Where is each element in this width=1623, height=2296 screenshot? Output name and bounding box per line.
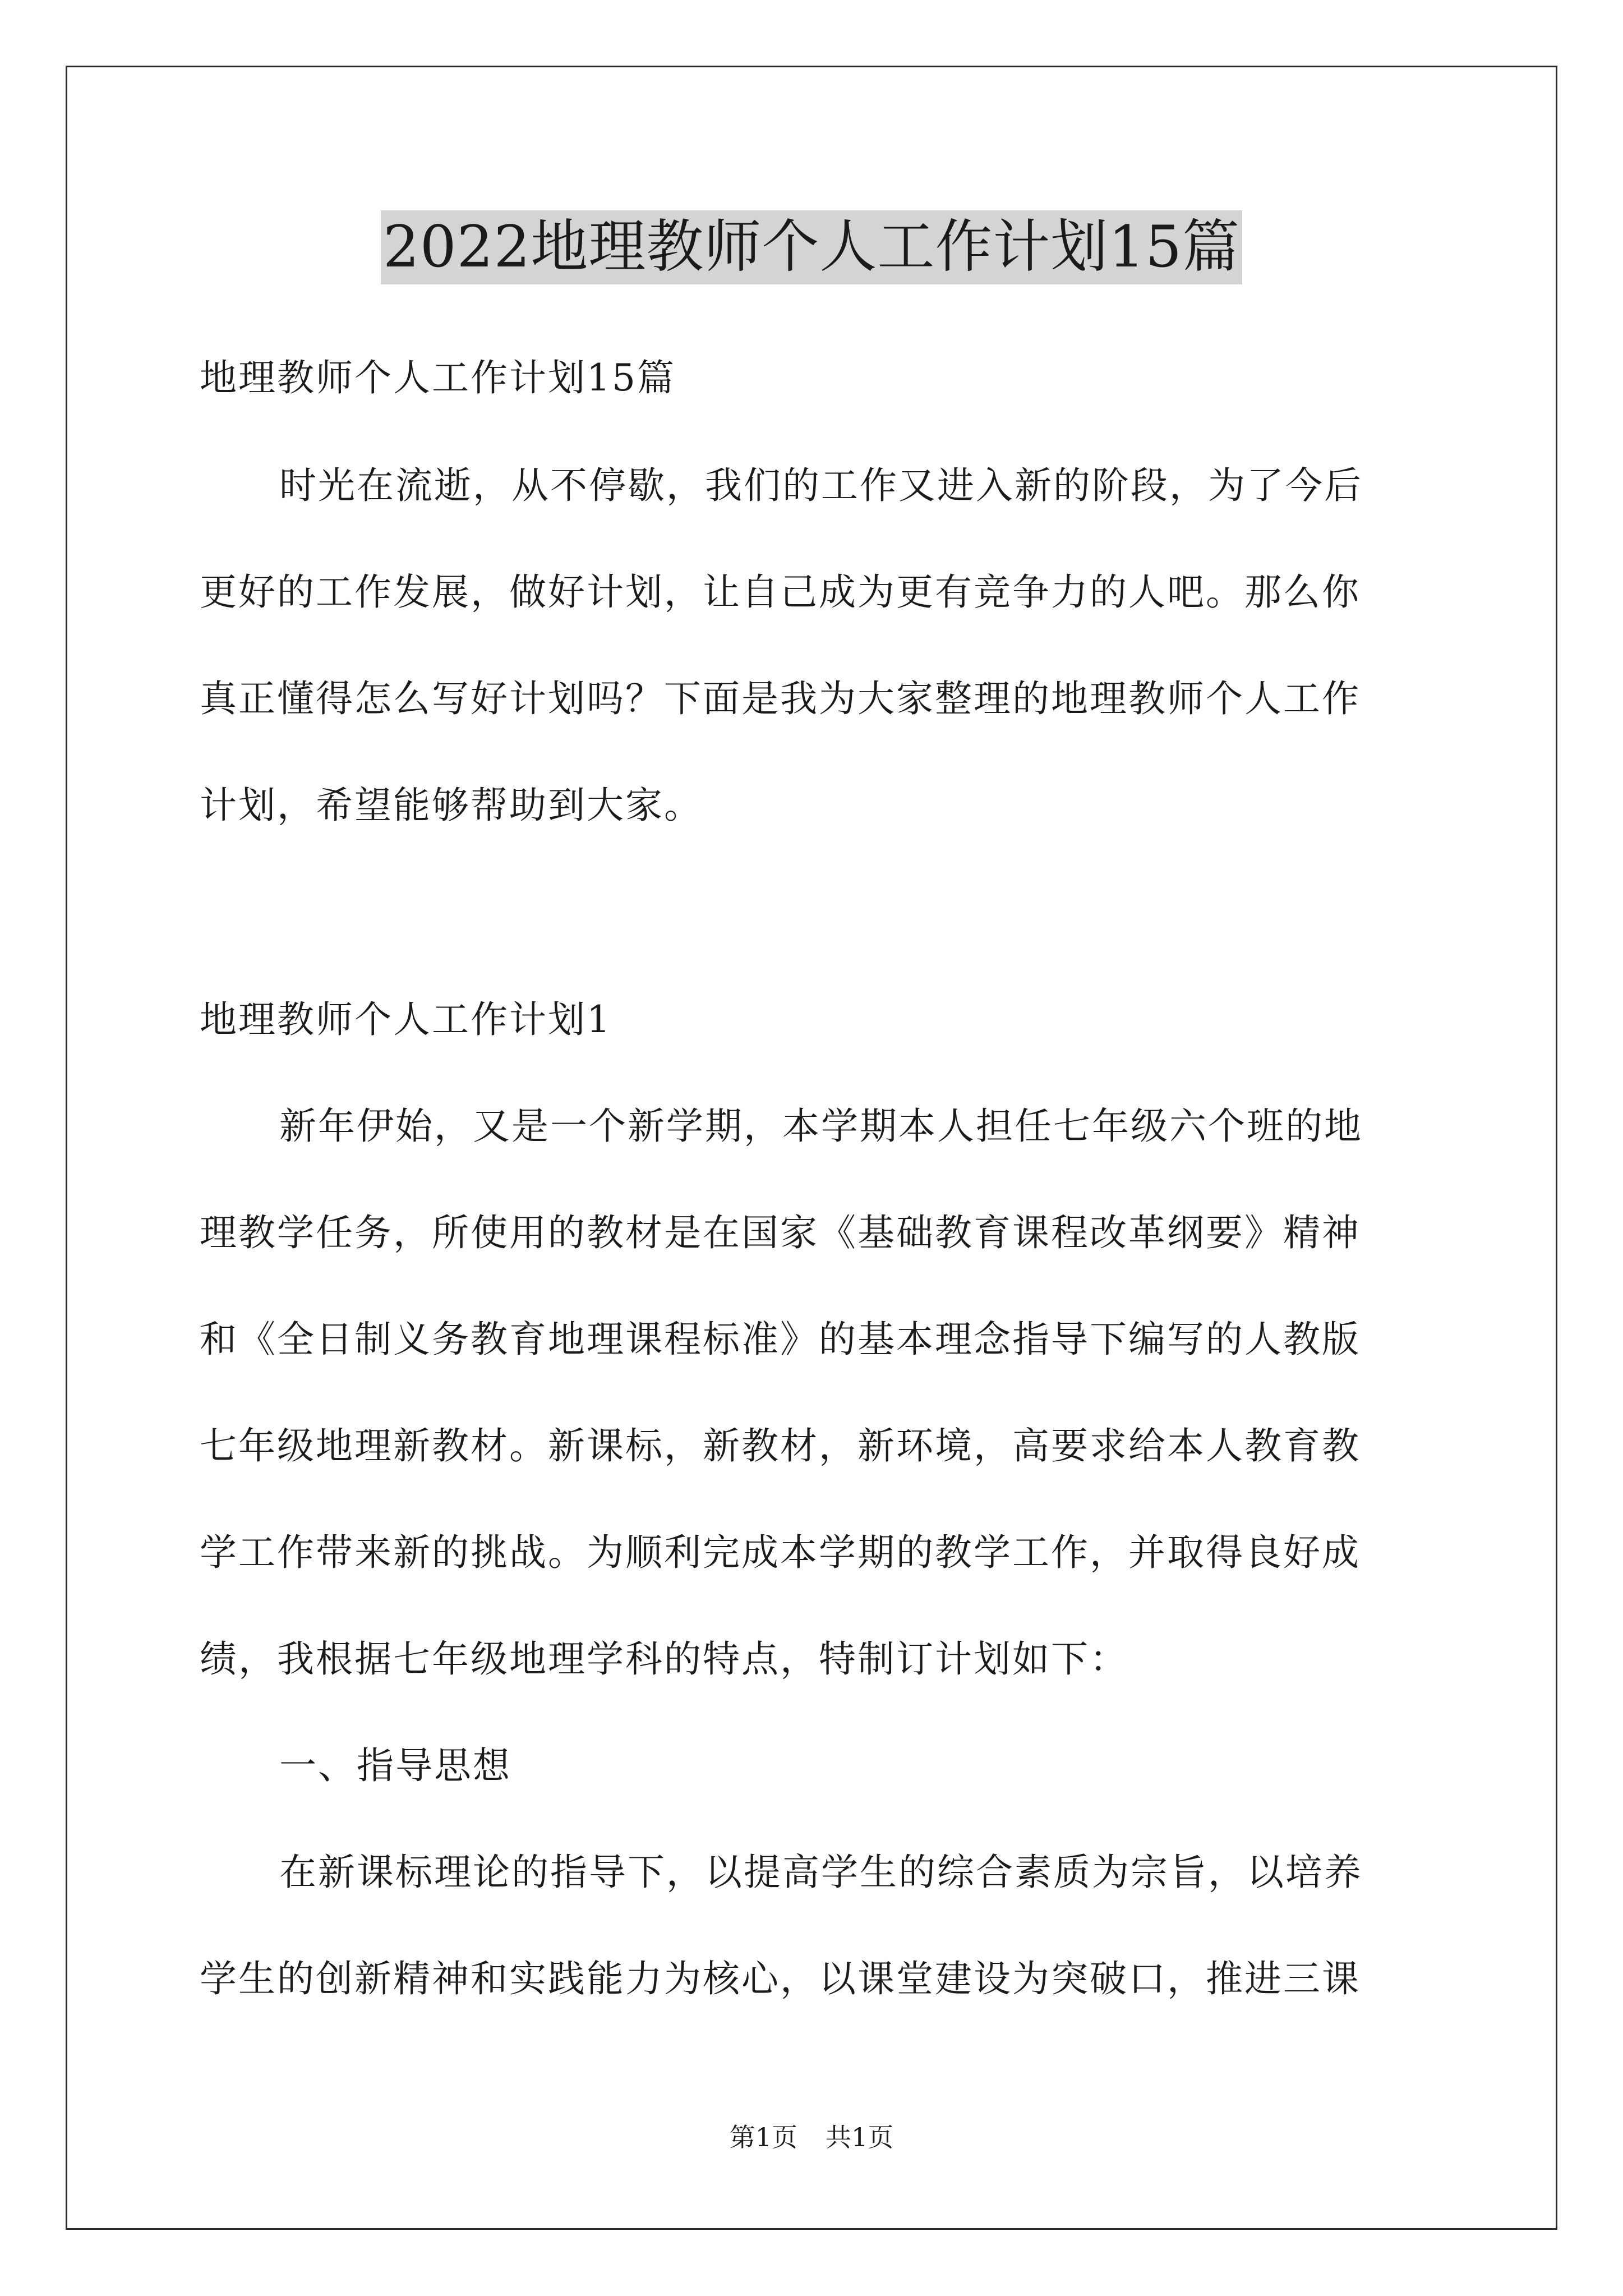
subtitle-line: 地理教师个人工作计划15篇 [200, 356, 676, 399]
document-title: 2022地理教师个人工作计划15篇 [381, 210, 1242, 284]
page-number: 第1页 [729, 2122, 797, 2152]
page-total: 共1页 [826, 2122, 894, 2152]
paragraph-line: 学工作带来新的挑战。为顺利完成本学期的教学工作，并取得良好成 [200, 1531, 1361, 1574]
paragraph-line: 更好的工作发展，做好计划，让自己成为更有竞争力的人吧。那么你 [200, 570, 1361, 614]
paragraph-line: 计划，希望能够帮助到大家。 [200, 784, 703, 827]
section-heading: 地理教师个人工作计划1 [200, 998, 612, 1041]
page-footer [0, 2120, 1623, 2154]
subsection-heading: 一、指导思想 [279, 1744, 511, 1787]
paragraph-line: 真正懂得怎么写好计划吗？下面是我为大家整理的地理教师个人工作 [200, 677, 1361, 720]
paragraph-line: 绩，我根据七年级地理学科的特点，特制订计划如下： [200, 1637, 1128, 1681]
paragraph-line: 理教学任务，所使用的教材是在国家《基础教育课程改革纲要》精神 [200, 1211, 1361, 1254]
title-container [0, 210, 1623, 284]
paragraph-line: 七年级地理新教材。新课标，新教材，新环境，高要求给本人教育教 [200, 1424, 1361, 1467]
paragraph-line: 新年伊始，又是一个新学期，本学期本人担任七年级六个班的地 [279, 1105, 1363, 1148]
paragraph-line: 在新课标理论的指导下，以提高学生的综合素质为宗旨，以培养 [279, 1851, 1363, 1894]
paragraph-line: 学生的创新精神和实践能力为核心，以课堂建设为突破口，推进三课 [200, 1957, 1361, 2000]
paragraph-line: 和《全日制义务教育地理课程标准》的基本理念指导下编写的人教版 [200, 1318, 1361, 1361]
paragraph-line: 时光在流逝，从不停歇，我们的工作又进入新的阶段，为了今后 [279, 464, 1363, 507]
